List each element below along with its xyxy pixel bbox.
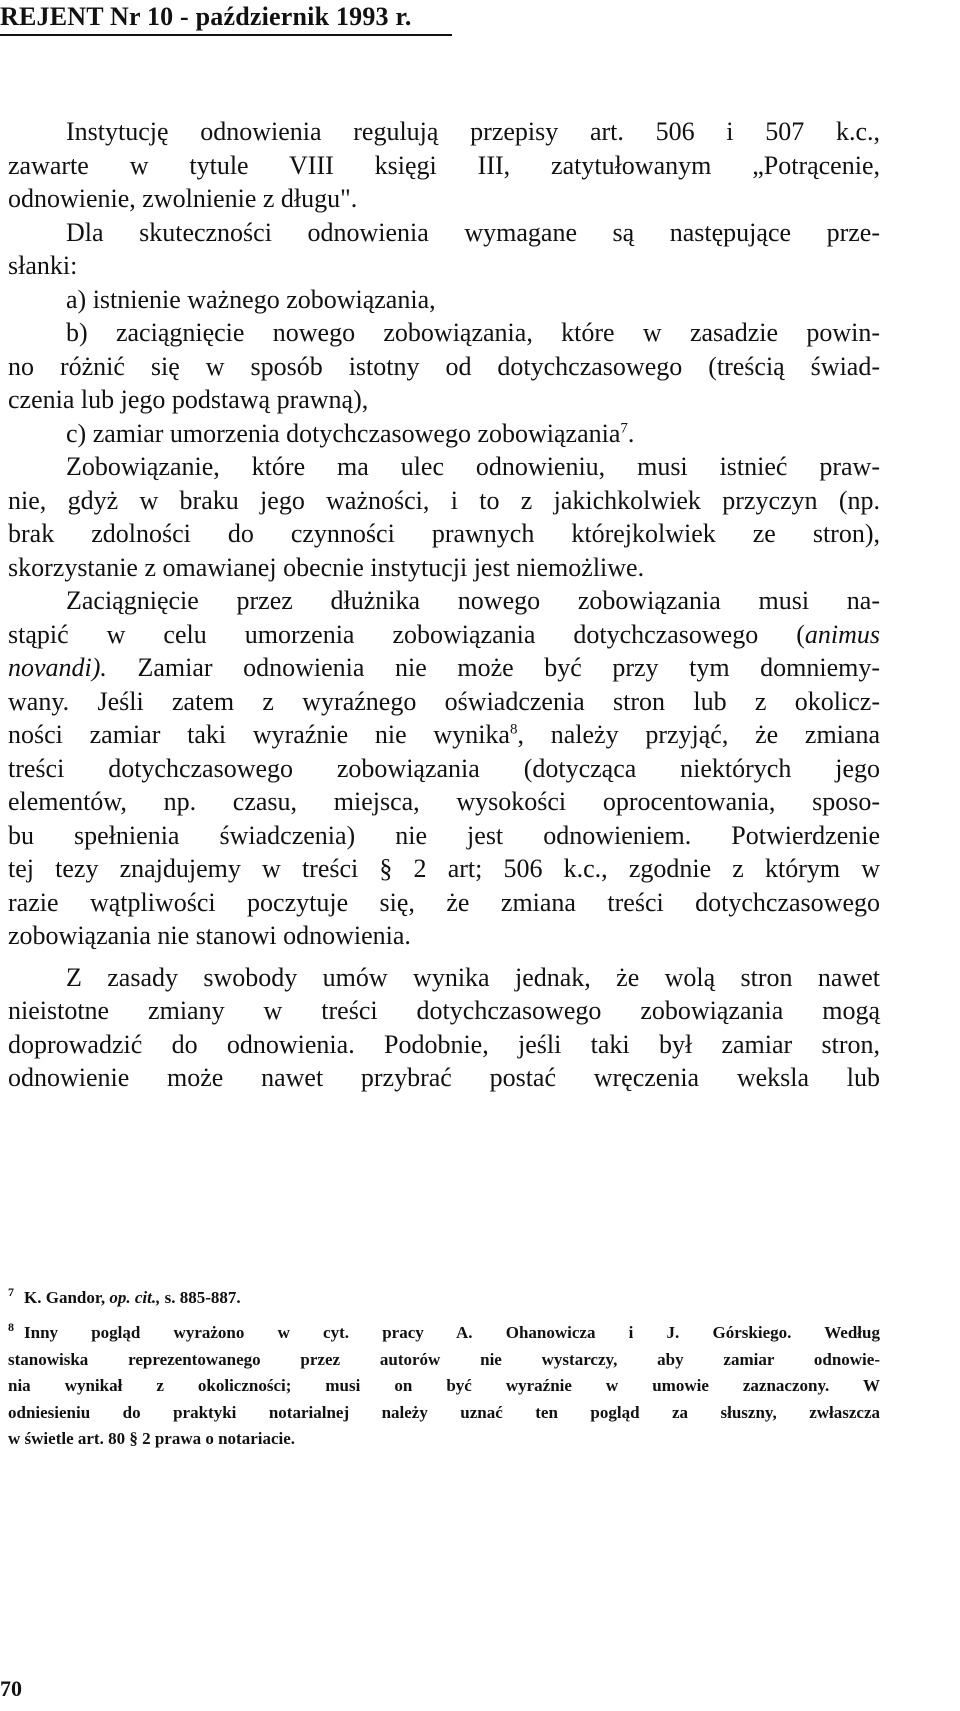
text-line: zawarte w tytule VIII księgi III, zatytułowanym „Potrącenie, bbox=[8, 150, 880, 180]
footnote-8-line: odniesieniu do praktyki notarialnej należy uznać ten pogląd za słuszny, zwłaszcza bbox=[8, 1402, 880, 1422]
text-line bbox=[8, 618, 880, 652]
text-line: no różnić się w sposób istotny od dotychczasowego (treścią świad- bbox=[8, 351, 880, 381]
list-item-b: b) zaciągnięcie nowego zobowiązania, które w zasadzie powin- bbox=[66, 318, 880, 347]
text-line: treści dotychczasowego zobowiązania (dotycząca niektórych jego bbox=[8, 753, 880, 783]
text-line: odnowienie, zwolnienie z długu". bbox=[8, 184, 358, 213]
text-line: Z zasady swobody umów wynika jednak, że wolą stron nawet bbox=[66, 962, 880, 992]
period: . bbox=[627, 418, 635, 448]
page-number: 70 bbox=[0, 1676, 22, 1701]
text-line: brak zdolności do czynności prawnych którejkolwiek ze stron), bbox=[8, 519, 880, 548]
list-item-c bbox=[8, 417, 880, 451]
footnote-8 bbox=[8, 1320, 880, 1453]
text-fragment: ności zamiar taki wyraźnie nie wynika bbox=[8, 720, 510, 749]
footnote-7 bbox=[8, 1285, 880, 1312]
text-fragment: stąpić w celu umorzenia zobowiązania dotychczasowego ( bbox=[8, 619, 805, 649]
main-text bbox=[8, 115, 880, 1095]
text-line bbox=[8, 651, 880, 685]
text-fragment: , należy przyjąć, że zmiana bbox=[517, 720, 880, 749]
running-header: REJENT Nr 10 - październik 1993 r. bbox=[0, 2, 412, 31]
text-line: nie, gdyż w braku jego ważności, i to z jakichkolwiek przyczyn (np. bbox=[8, 485, 880, 515]
footnote-8-line: nia wynikał z okoliczności; musi on być wyraźnie w umowie zaznaczony. W bbox=[8, 1376, 880, 1395]
italic-fragment: animus bbox=[804, 619, 880, 649]
footnote-8-line bbox=[8, 1320, 880, 1347]
text-line: zobowiązania nie stanowi odnowienia. bbox=[8, 921, 411, 950]
footnote-8-line: w świetle art. 80 § 2 prawa o notariacie. bbox=[8, 1429, 296, 1448]
footnote-ref-8: 8 bbox=[509, 721, 518, 738]
footnote-7-pages: s. 885-887. bbox=[160, 1288, 241, 1307]
text-line bbox=[8, 718, 880, 752]
footnote-7-number: 7 bbox=[8, 1285, 14, 1300]
text-line: nieistotne zmiany w treści dotychczasowego zobowiązania mogą bbox=[8, 996, 880, 1025]
footnote-8-line: stanowiska reprezentowanego przez autorów nie wystarczy, aby zamiar odnowie- bbox=[8, 1349, 880, 1369]
footnote-8-number: 8 bbox=[8, 1320, 14, 1335]
footnote-ref-7: 7 bbox=[620, 419, 628, 436]
text-line: doprowadzić do odnowienia. Podobnie, jeśli taki był zamiar stron, bbox=[8, 1029, 880, 1059]
header-underline bbox=[0, 34, 452, 36]
text-line: elementów, np. czasu, miejsca, wysokości oprocentowania, sposo- bbox=[8, 787, 880, 816]
footnote-8-text: Inny pogląd wyrażono w cyt. pracy A. Ohanowicza i J. Górskiego. Według bbox=[24, 1323, 880, 1342]
text-line: bu spełnienia świadczenia) nie jest odnowieniem. Potwierdzenie bbox=[8, 820, 880, 850]
list-item-a: a) istnienie ważnego zobowiązania, bbox=[66, 284, 436, 314]
text-line: tej tezy znajdujemy w treści § 2 art; 506 k.c., zgodnie z którym w bbox=[8, 854, 880, 883]
list-item-c-text: c) zamiar umorzenia dotychczasowego zobowiązania bbox=[66, 418, 621, 448]
text-line: Dla skuteczności odnowienia wymagane są następujące prze- bbox=[66, 217, 880, 247]
text-line: skorzystanie z omawianej obecnie instytucji jest niemożliwe. bbox=[8, 552, 645, 582]
text-line: odnowienie może nawet przybrać postać wręczenia weksla lub bbox=[8, 1063, 880, 1092]
italic-fragment: novandi). bbox=[8, 653, 107, 682]
text-line: razie wątpliwości poczytuje się, że zmiana treści dotychczasowego bbox=[8, 887, 880, 917]
text-fragment: Zamiar odnowienia nie może być przy tym domniemy- bbox=[106, 653, 880, 682]
text-line: Instytucję odnowienia regulują przepisy art. 506 i 507 k.c., bbox=[66, 117, 880, 146]
text-line: słanki: bbox=[8, 251, 78, 280]
footnote-7-citation: op. cit., bbox=[109, 1288, 161, 1307]
text-line: Zaciągnięcie przez dłużnika nowego zobowiązania musi na- bbox=[66, 586, 880, 615]
paragraph-gap bbox=[8, 953, 880, 961]
text-line: Zobowiązanie, które ma ulec odnowieniu, musi istnieć praw- bbox=[66, 452, 880, 481]
footnote-7-line bbox=[8, 1285, 880, 1312]
text-line: czenia lub jego podstawą prawną), bbox=[8, 385, 369, 414]
text-line: wany. Jeśli zatem z wyraźnego oświadczenia stron lub z okolicz- bbox=[8, 686, 880, 716]
footnote-7-author: K. Gandor, bbox=[24, 1288, 110, 1307]
